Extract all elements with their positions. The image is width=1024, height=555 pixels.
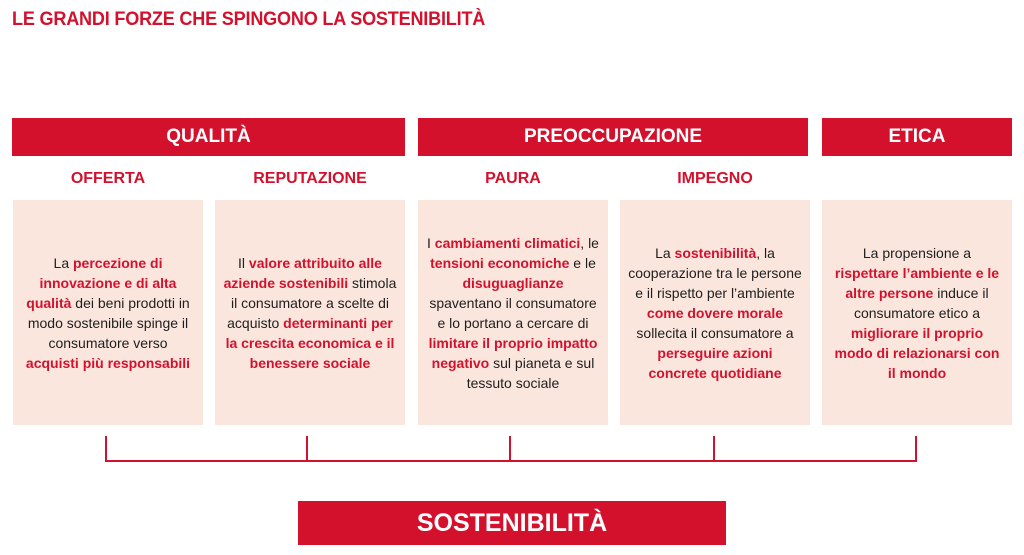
body-text: I: [427, 234, 435, 251]
category-bar-etica: ETICA: [822, 118, 1012, 156]
subhead-impegno: IMPEGNO: [677, 170, 753, 187]
bracket-tick-1: [105, 436, 107, 462]
body-text: , le: [580, 234, 599, 251]
card-reputazione: [215, 200, 405, 425]
bracket-tick-2: [306, 436, 308, 462]
highlight-text: percezione di innovazione e di alta qualità: [26, 254, 177, 311]
bracket-tick-5: [915, 436, 917, 462]
card-etica-text: [830, 243, 1004, 383]
body-text: La propensione a: [862, 244, 972, 261]
highlight-text: tensioni economiche: [430, 254, 570, 271]
card-etica: [822, 200, 1012, 425]
page-title: LE GRANDI FORZE CHE SPINGONO LA SOSTENIBILITÀ: [12, 9, 486, 30]
card-impegno: [620, 200, 810, 425]
highlight-text: acquisti più responsabili: [25, 354, 191, 371]
subhead-reputazione: REPUTAZIONE: [253, 170, 367, 187]
bracket-line: [105, 460, 917, 462]
highlight-text: perseguire azioni concrete quotidiane: [648, 344, 782, 381]
bracket-tick-3: [509, 436, 511, 462]
highlight-text: limitare il proprio impatto negativo: [428, 334, 598, 371]
highlight-text: sostenibilità: [674, 244, 757, 261]
highlight-text: come dovere morale: [646, 304, 784, 321]
subhead-offerta: OFFERTA: [70, 170, 146, 187]
card-impegno-text: [628, 243, 802, 383]
highlight-text: disuguaglianze: [462, 274, 564, 291]
body-text: , la cooperazione tra le persone e il rispetto per l’ambiente: [628, 244, 802, 301]
highlight-text: determinanti per la crescita economica e il benessere sociale: [225, 314, 395, 371]
body-text: induce il consumatore etico a: [853, 284, 989, 321]
highlight-text: rispettare l’ambiente e le altre persone: [834, 264, 1000, 301]
card-offerta-text: [21, 253, 195, 373]
category-bar-preoccupazione: PREOCCUPAZIONE: [418, 118, 808, 156]
body-text: dei beni prodotti in modo sostenibile spinge il consumatore verso: [27, 294, 190, 351]
body-text: La: [53, 254, 73, 271]
highlight-text: valore attribuito alle aziende sostenibili: [223, 254, 382, 291]
body-text: La: [655, 244, 675, 261]
body-text: e le: [569, 254, 596, 271]
card-reputazione-text: [223, 253, 397, 373]
body-text: sul pianeta e sul tessuto sociale: [466, 354, 595, 391]
body-text: stimola il consumatore a scelte di acquisto: [227, 274, 397, 331]
card-paura: [418, 200, 608, 425]
body-text: sollecita il consumatore a: [636, 324, 794, 341]
result-bar-sostenibilita: SOSTENIBILITÀ: [298, 501, 726, 545]
highlight-text: migliorare il proprio modo di relazionarsi con il mondo: [834, 324, 1000, 381]
category-bar-qualita: QUALITÀ: [12, 118, 405, 156]
body-text: spaventano il consumatore e lo portano a cercare di: [429, 294, 597, 331]
card-paura-text: [426, 233, 600, 393]
card-offerta: [13, 200, 203, 425]
subhead-paura: PAURA: [485, 170, 541, 187]
highlight-text: cambiamenti climatici: [434, 234, 581, 251]
bracket-tick-4: [713, 436, 715, 462]
body-text: Il: [238, 254, 249, 271]
